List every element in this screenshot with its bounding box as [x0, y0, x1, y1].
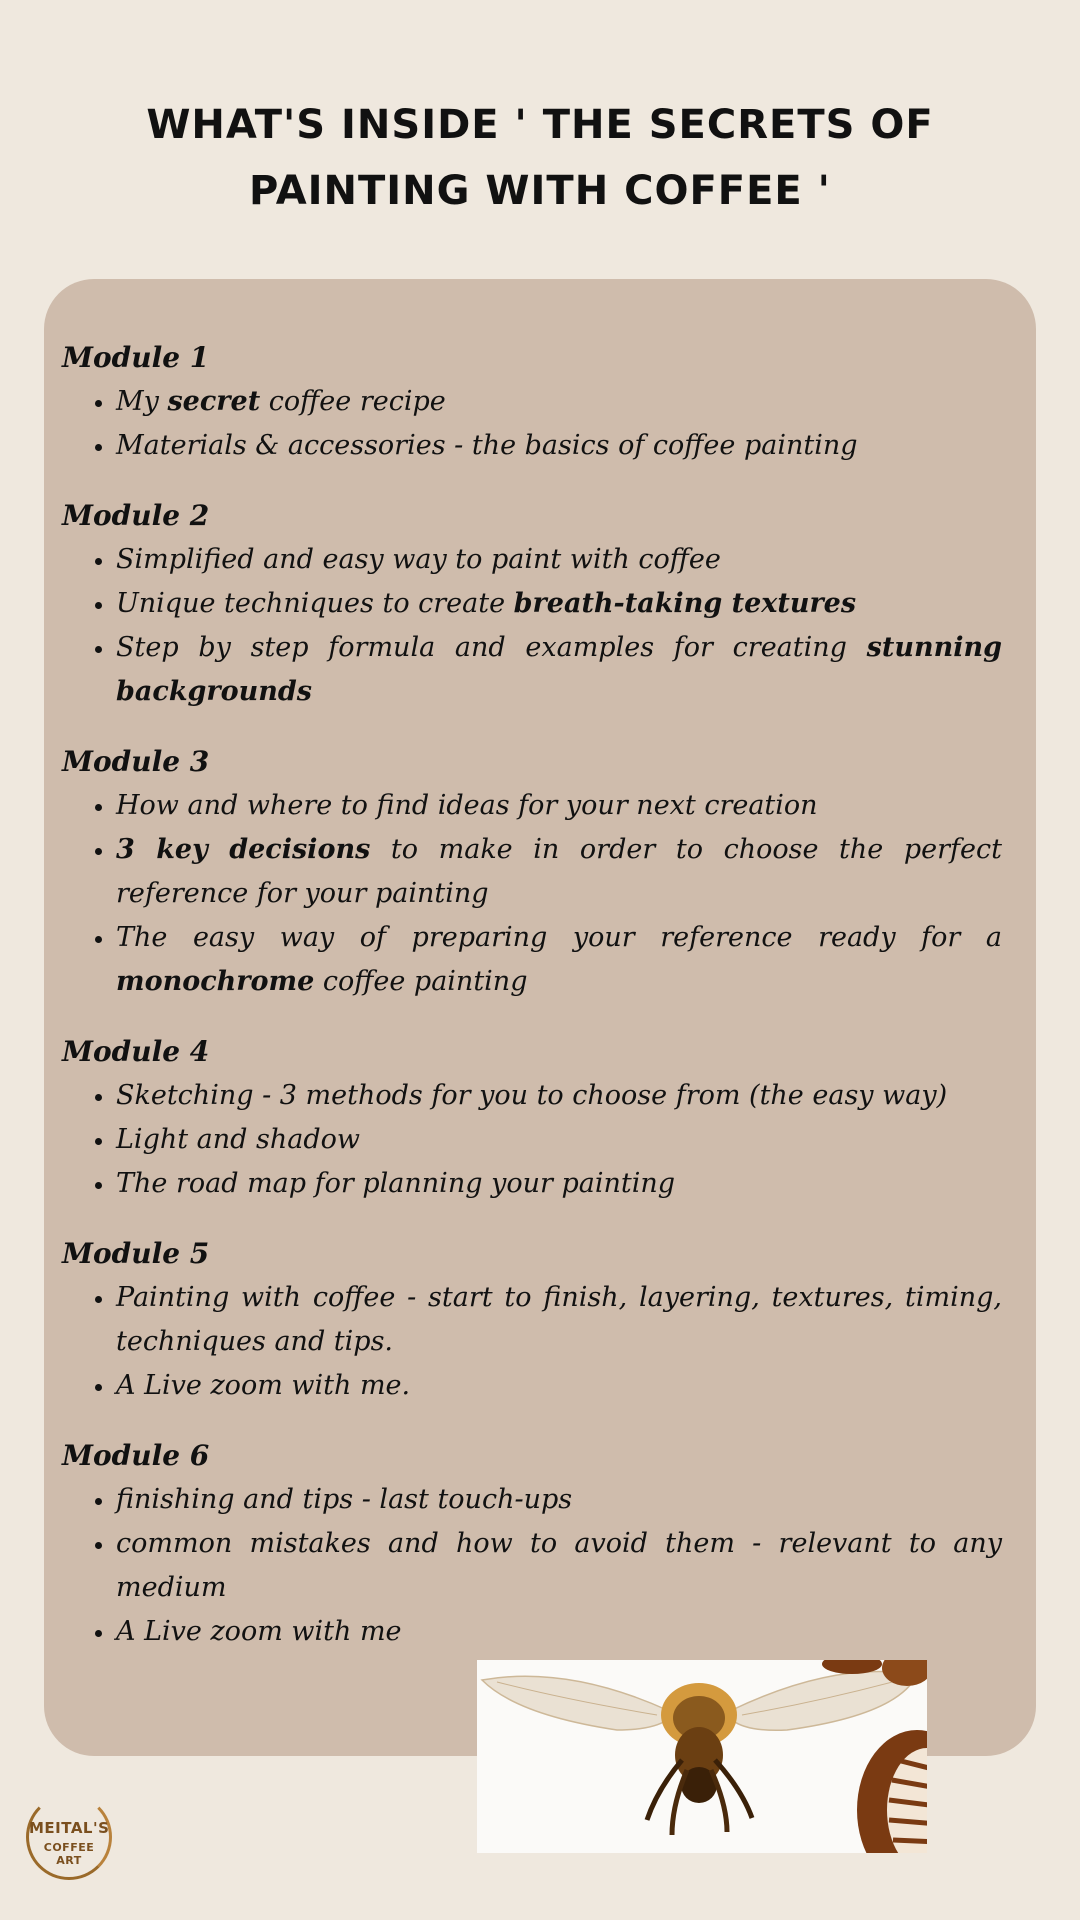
- item-text: Materials & accessories - the basics of coffee painting: [116, 430, 858, 461]
- emphasis-text: monochrome: [116, 966, 315, 997]
- item-text: to make in order to choose the perfect reference for your painting: [116, 834, 1002, 909]
- item-text: Sketching - 3 methods for you to choose from (the easy way): [116, 1080, 948, 1111]
- list-item: [116, 1074, 1022, 1118]
- list-item: [116, 828, 1022, 916]
- item-text: coffee painting: [314, 966, 528, 997]
- item-text: Step by step formula and examples for creating: [116, 632, 867, 663]
- page-title: [0, 92, 1080, 224]
- item-text: How and where to find ideas for your next creation: [116, 790, 818, 821]
- module-section: [62, 1434, 1022, 1654]
- module-items: [62, 1276, 1022, 1408]
- title-line-2: PAINTING WITH COFFEE ': [249, 168, 831, 214]
- list-item: [116, 784, 1022, 828]
- module-items: [62, 784, 1022, 1004]
- item-text: A Live zoom with me.: [116, 1370, 411, 1401]
- module-section: [62, 1232, 1022, 1408]
- title-line-1: WHAT'S INSIDE ' THE SECRETS OF: [146, 102, 934, 148]
- list-item: [116, 1118, 1022, 1162]
- module-items: [62, 538, 1022, 714]
- item-text: The road map for planning your painting: [116, 1168, 676, 1199]
- list-item: [116, 1162, 1022, 1206]
- modules-list: [62, 336, 1022, 1654]
- module-section: [62, 740, 1022, 1004]
- module-items: [62, 380, 1022, 468]
- item-text: My: [116, 386, 168, 417]
- list-item: [116, 1610, 1022, 1654]
- bee-illustration: [477, 1660, 927, 1853]
- module-section: [62, 336, 1022, 468]
- list-item: [116, 1478, 1022, 1522]
- item-text: coffee recipe: [260, 386, 446, 417]
- list-item: [116, 538, 1022, 582]
- list-item: [116, 1522, 1022, 1610]
- emphasis-text: secret: [167, 386, 261, 417]
- emphasis-text: stunning backgrounds: [116, 632, 1002, 707]
- module-items: [62, 1074, 1022, 1206]
- item-text: Painting with coffee - start to finish, layering, textures, timing, techniques and tips.: [116, 1282, 1002, 1357]
- emphasis-text: 3 key decisions: [116, 834, 371, 865]
- module-heading: Module 1: [62, 341, 210, 374]
- bee-photo: [477, 1660, 927, 1853]
- item-text: Light and shadow: [116, 1124, 361, 1155]
- logo-line-1: MEITAL'S: [29, 1819, 110, 1837]
- list-item: [116, 626, 1022, 714]
- list-item: [116, 424, 1022, 468]
- item-text: Unique techniques to create: [116, 588, 514, 619]
- list-item: [116, 380, 1022, 424]
- module-heading: Module 6: [62, 1439, 210, 1472]
- module-section: [62, 494, 1022, 714]
- list-item: [116, 1276, 1022, 1364]
- module-heading: Module 4: [62, 1035, 210, 1068]
- list-item: [116, 916, 1022, 1004]
- item-text: Simplified and easy way to paint with coffee: [116, 544, 721, 575]
- module-heading: Module 5: [62, 1237, 210, 1270]
- module-section: [62, 1030, 1022, 1206]
- module-items: [62, 1478, 1022, 1654]
- brand-logo: [26, 1794, 112, 1880]
- list-item: [116, 1364, 1022, 1408]
- module-heading: Module 3: [62, 745, 210, 778]
- module-heading: Module 2: [62, 499, 210, 532]
- item-text: finishing and tips - last touch-ups: [116, 1484, 573, 1515]
- emphasis-text: breath-taking textures: [513, 588, 857, 619]
- logo-line-2: COFFEE ART: [43, 1841, 95, 1867]
- item-text: common mistakes and how to avoid them - relevant to any medium: [116, 1528, 1002, 1603]
- item-text: A Live zoom with me: [116, 1616, 402, 1647]
- item-text: The easy way of preparing your reference ready for a: [116, 922, 1002, 953]
- list-item: [116, 582, 1022, 626]
